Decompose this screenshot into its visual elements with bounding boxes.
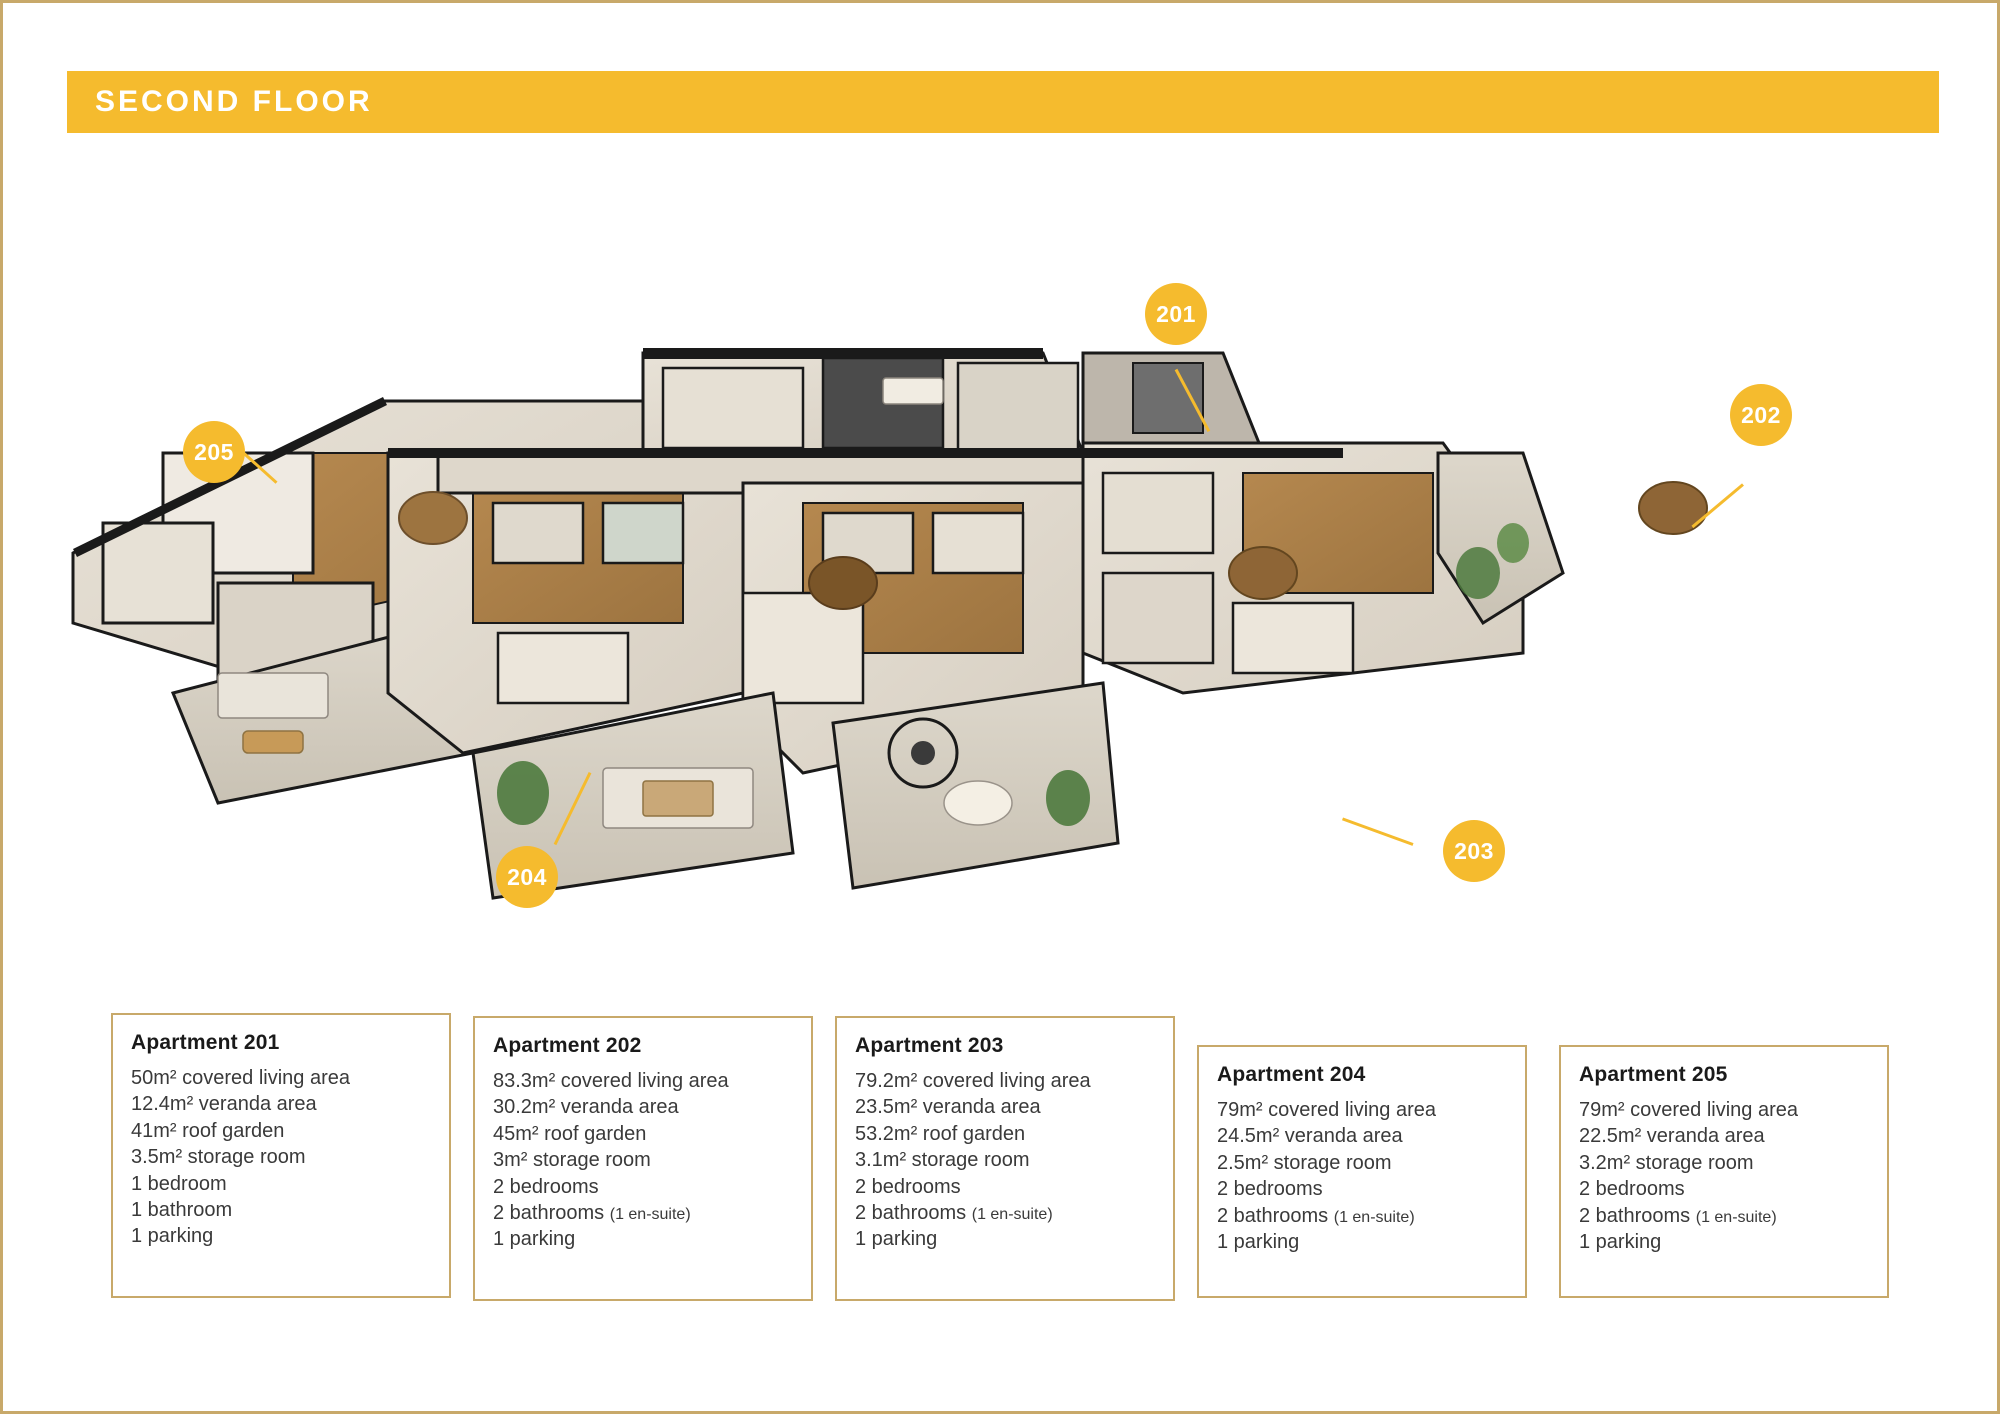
marker-205-label: 205 [194,438,234,465]
marker-204[interactable] [496,846,558,908]
spec-item: 1 parking [131,1225,214,1248]
spec-item: 2 bathrooms (1 en-suite) [1217,1204,1415,1227]
marker-201[interactable] [1145,283,1207,345]
page-title: SECOND FLOOR [95,85,373,118]
spec-item: 2.5m² storage room [1217,1151,1392,1174]
apartment-card-201 [111,1013,451,1298]
floor-title-bar [67,71,1939,133]
apartment-card-203-specs [855,1068,1155,1253]
spec-item: 2 bedrooms [1579,1178,1685,1201]
spec-item: 79.2m² covered living area [855,1070,1091,1092]
marker-205[interactable] [183,421,245,483]
spec-item: 50m² covered living area [131,1067,350,1089]
spec-item: 2 bedrooms [493,1175,599,1198]
spec-item: 2 bathrooms (1 en-suite) [493,1201,691,1224]
marker-202-label: 202 [1741,401,1781,428]
spec-item: 1 parking [493,1228,576,1251]
marker-203-label: 203 [1454,837,1494,864]
spec-item: 2 bathrooms (1 en-suite) [1579,1204,1777,1227]
spec-item: 3.2m² storage room [1579,1151,1754,1174]
spec-item: 1 bathroom [131,1198,233,1221]
apartment-card-202 [473,1016,813,1301]
spec-item: 79m² covered living area [1579,1099,1798,1121]
spec-item: 1 bedroom [131,1172,227,1195]
spec-item: 2 bedrooms [855,1175,961,1198]
marker-204-label: 204 [507,863,547,890]
marker-201-label: 201 [1156,300,1196,327]
spec-item: 41m² roof garden [131,1119,285,1142]
apartment-card-202-specs [493,1068,793,1253]
apartment-card-205 [1559,1045,1889,1298]
apartment-card-202-title: Apartment 202 [493,1034,642,1057]
marker-202[interactable] [1730,384,1792,446]
apartment-card-204-title: Apartment 204 [1217,1063,1366,1086]
floor-plan-render [43,153,1963,913]
spec-item: 1 parking [855,1228,938,1251]
spec-item: 30.2m² veranda area [493,1096,679,1119]
spec-item: 2 bathrooms (1 en-suite) [855,1201,1053,1224]
apartment-legend [111,1013,1911,1303]
marker-203[interactable] [1443,820,1505,882]
spec-item: 53.2m² roof garden [855,1122,1026,1145]
spec-item: 23.5m² veranda area [855,1096,1041,1119]
spec-item: 22.5m² veranda area [1579,1125,1765,1148]
apartment-card-203-title: Apartment 203 [855,1034,1004,1057]
spec-item: 83.3m² covered living area [493,1070,729,1092]
apartment-card-205-title: Apartment 205 [1579,1063,1728,1086]
spec-item: 79m² covered living area [1217,1099,1436,1121]
spec-item: 24.5m² veranda area [1217,1125,1403,1148]
apartment-card-204-specs [1217,1097,1507,1255]
spec-item: 45m² roof garden [493,1122,647,1145]
apartment-card-201-specs [131,1065,431,1250]
spec-item: 2 bedrooms [1217,1178,1323,1201]
spec-item: 3m² storage room [493,1149,651,1172]
apartment-card-204 [1197,1045,1527,1298]
spec-item: 3.1m² storage room [855,1149,1030,1172]
spec-item: 1 parking [1217,1230,1300,1253]
apartment-card-203 [835,1016,1175,1301]
spec-item: 1 parking [1579,1230,1662,1253]
spec-item: 12.4m² veranda area [131,1093,317,1116]
floor-plan-illustration [43,153,1963,913]
apartment-card-201-title: Apartment 201 [131,1031,280,1054]
spec-item: 3.5m² storage room [131,1146,306,1169]
apartment-card-205-specs [1579,1097,1869,1255]
